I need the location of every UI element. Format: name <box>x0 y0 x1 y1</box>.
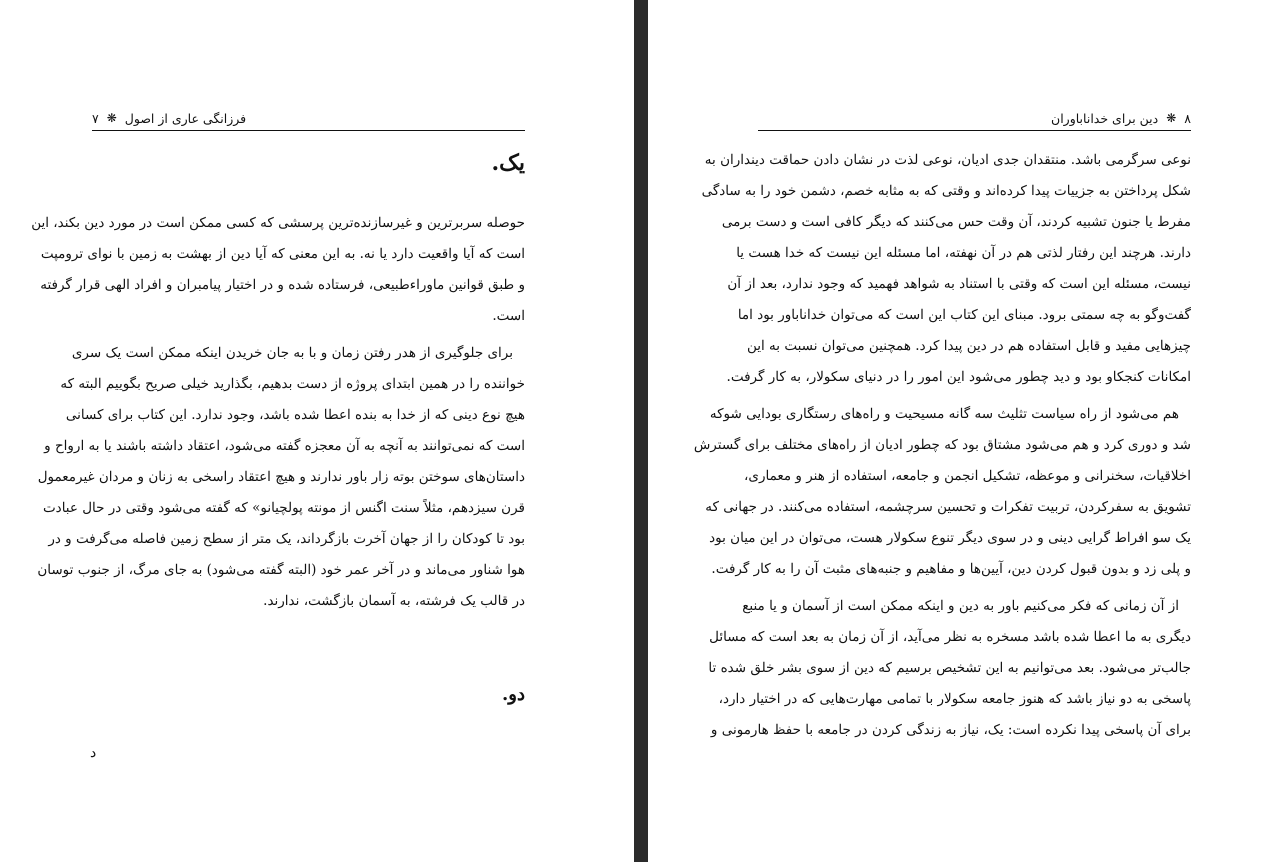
paragraph <box>31 208 525 332</box>
header-rule <box>758 130 1191 131</box>
text-line: امکانات کنجکاو بود و دید چطور می‌شود این امور را در دنیای سکولار، به کار گرفت. <box>726 369 1191 385</box>
text-line: اخلاقیات، سخنرانی و موعظه، تشکیل انجمن و جامعه، استفاده از هنر و معماری، <box>744 468 1191 484</box>
section-heading-one: یک. <box>491 150 525 176</box>
text-line: یک سو افراط گرایی دینی و در سوی دیگر تنوع سکولار هست، می‌توان در این میان بود <box>709 530 1191 546</box>
text-line: چیزهایی مفید و قابل استفاده هم در دین پیدا کرد. همچنین می‌توان نسبت به این <box>746 338 1191 354</box>
text-line: برای جلوگیری از هدر رفتن زمان و با به جان خریدن اینکه ممکن است یک سری <box>71 345 513 361</box>
text-line: داستان‌های سوختن بوته زار باور ندارند و هیچ اعتقاد راسخی به زنان و مردان غیرمعمول <box>37 469 525 485</box>
body-text <box>693 145 1191 752</box>
text-line: دارند. هرچند این رفتار لذتی هم در آن نهفته، اما مسئله این نیست که خدا هست یا <box>736 245 1191 261</box>
text-line: در قالب یک فرشته، به آسمان بازگشت، ندارند. <box>263 593 525 609</box>
paragraph <box>693 399 1191 585</box>
page-number: ۸ <box>1184 110 1191 126</box>
paragraph <box>701 145 1191 393</box>
text-line: هوا شناور می‌ماند و در آخر عمر خود (البته گفته می‌شود) به جای مرگ، از جنوب توسان <box>37 562 525 578</box>
text-line: است که نمی‌توانند به آنچه به آن معجزه گفته می‌شود، اعتقاد داشته باشند یا به ارواح و <box>44 438 525 454</box>
running-header <box>92 108 525 128</box>
header-rule <box>92 130 525 131</box>
text-line: است که آیا واقعیت دارد یا نه. به این معنی که آیا دین از بهشت به زمین با نوای ترومپت <box>40 246 525 262</box>
text-line: مفرط یا جنون تشبیه کردند، آن وقت حس می‌کنند که دیگر کافی است و دست برمی <box>721 214 1191 230</box>
text-line: نیست، مسئله این است که وقتی با استناد به شواهد فهمید که وجود ندارد، بعد از آن <box>727 276 1191 292</box>
header-title: دین برای خداناباوران <box>1051 110 1159 126</box>
text-line: قرن سیزدهم، مثلاً سنت اگنس از مونته پولچیانو» که گفته می‌شود وقتی در حال عبادت <box>42 500 525 516</box>
ornament-icon: ❋ <box>1166 111 1177 125</box>
text-line: دیگری به ما اعطا شده باشد مسخره به نظر می‌آید، از آن زمان به بعد است که مسائل <box>709 629 1191 645</box>
text-line: نوعی سرگرمی باشد. منتقدان جدی ادیان، نوعی لذت در نشان دادن حماقت دینداران به <box>704 152 1191 168</box>
text-line: هم می‌شود از راه سیاست تثلیث سه گانه مسیحیت و راه‌های رستگاری بودایی شوکه <box>709 406 1179 422</box>
text-line: حوصله سربرترین و غیرسازنده‌ترین پرسشی که کسی ممکن است در مورد دین بکند، این <box>31 215 525 231</box>
page-divider <box>634 0 648 862</box>
text-line: تشویق به سفرکردن، تربیت تفکرات و تحسین سرچشمه، استفاده می‌کنند. در جهانی که <box>705 499 1191 515</box>
text-line: و طبق قوانین ماوراءطبیعی، فرستاده شده و در اختیار پیامبران و افراد الهی قرار گرفته <box>40 277 525 293</box>
running-header <box>758 108 1191 128</box>
text-line: از آن زمانی که فکر می‌کنیم باور به دین و اینکه ممکن است از آسمان و یا منبع <box>742 598 1179 614</box>
text-line: است. <box>492 308 525 324</box>
body-text <box>31 208 525 623</box>
text-line: شد و دوری کرد و هم می‌شود مشتاق بود که چطور ادیان از راه‌های مختلف برای گسترش <box>693 437 1191 453</box>
page-number: ۷ <box>92 110 99 126</box>
text-line: برای آن پاسخی پیدا نکرده است: یک، نیاز به زندگی کردن در جامعه با حفظ هارمونی و <box>710 722 1191 738</box>
page-7 <box>0 0 634 862</box>
page-8 <box>648 0 1282 862</box>
ornament-icon: ❋ <box>106 111 117 125</box>
text-line: بود تا کودکان را از جهان آخرت بازگرداند، یک متر از سطح زمین فاصله می‌گرفت و در <box>48 531 525 547</box>
paragraph <box>708 591 1191 746</box>
text-line: هیچ نوع دینی که از خدا به بنده اعطا شده باشد، وجود ندارد. این کتاب برای کسانی <box>65 407 525 423</box>
header-title: فرزانگی عاری از اصول <box>124 110 247 126</box>
section-heading-two: دو. <box>502 684 525 705</box>
paragraph <box>37 338 525 617</box>
text-line: گفت‌وگو به چه سمتی برود. مبنای این کتاب این است که می‌توان خداناباور بود اما <box>737 307 1191 323</box>
footer-mark: د <box>90 745 97 761</box>
text-line: جالب‌تر می‌شود. بعد می‌توانیم به این تشخیص برسیم که دین از سوی بشر خلق شده تا <box>708 660 1191 676</box>
text-line: و پلی زد و بدون قبول کردن دین، آیین‌ها و مفاهیم و جنبه‌های مثبت آن را به کار گرفت. <box>711 561 1191 577</box>
text-line: خواننده را در همین ابتدای پروژه از دست بدهیم، بگذارید خیلی صریح بگوییم البته که <box>60 376 525 392</box>
text-line: پاسخی به دو نیاز باشد که هنوز جامعه سکولار با تمامی مهارت‌هایی که در اختیار دارد، <box>718 691 1191 707</box>
text-line: شکل پرداختن به جزییات پیدا کرده‌اند و وقتی که به مثابه خصم، دشمن خود را به سادگی <box>701 183 1191 199</box>
